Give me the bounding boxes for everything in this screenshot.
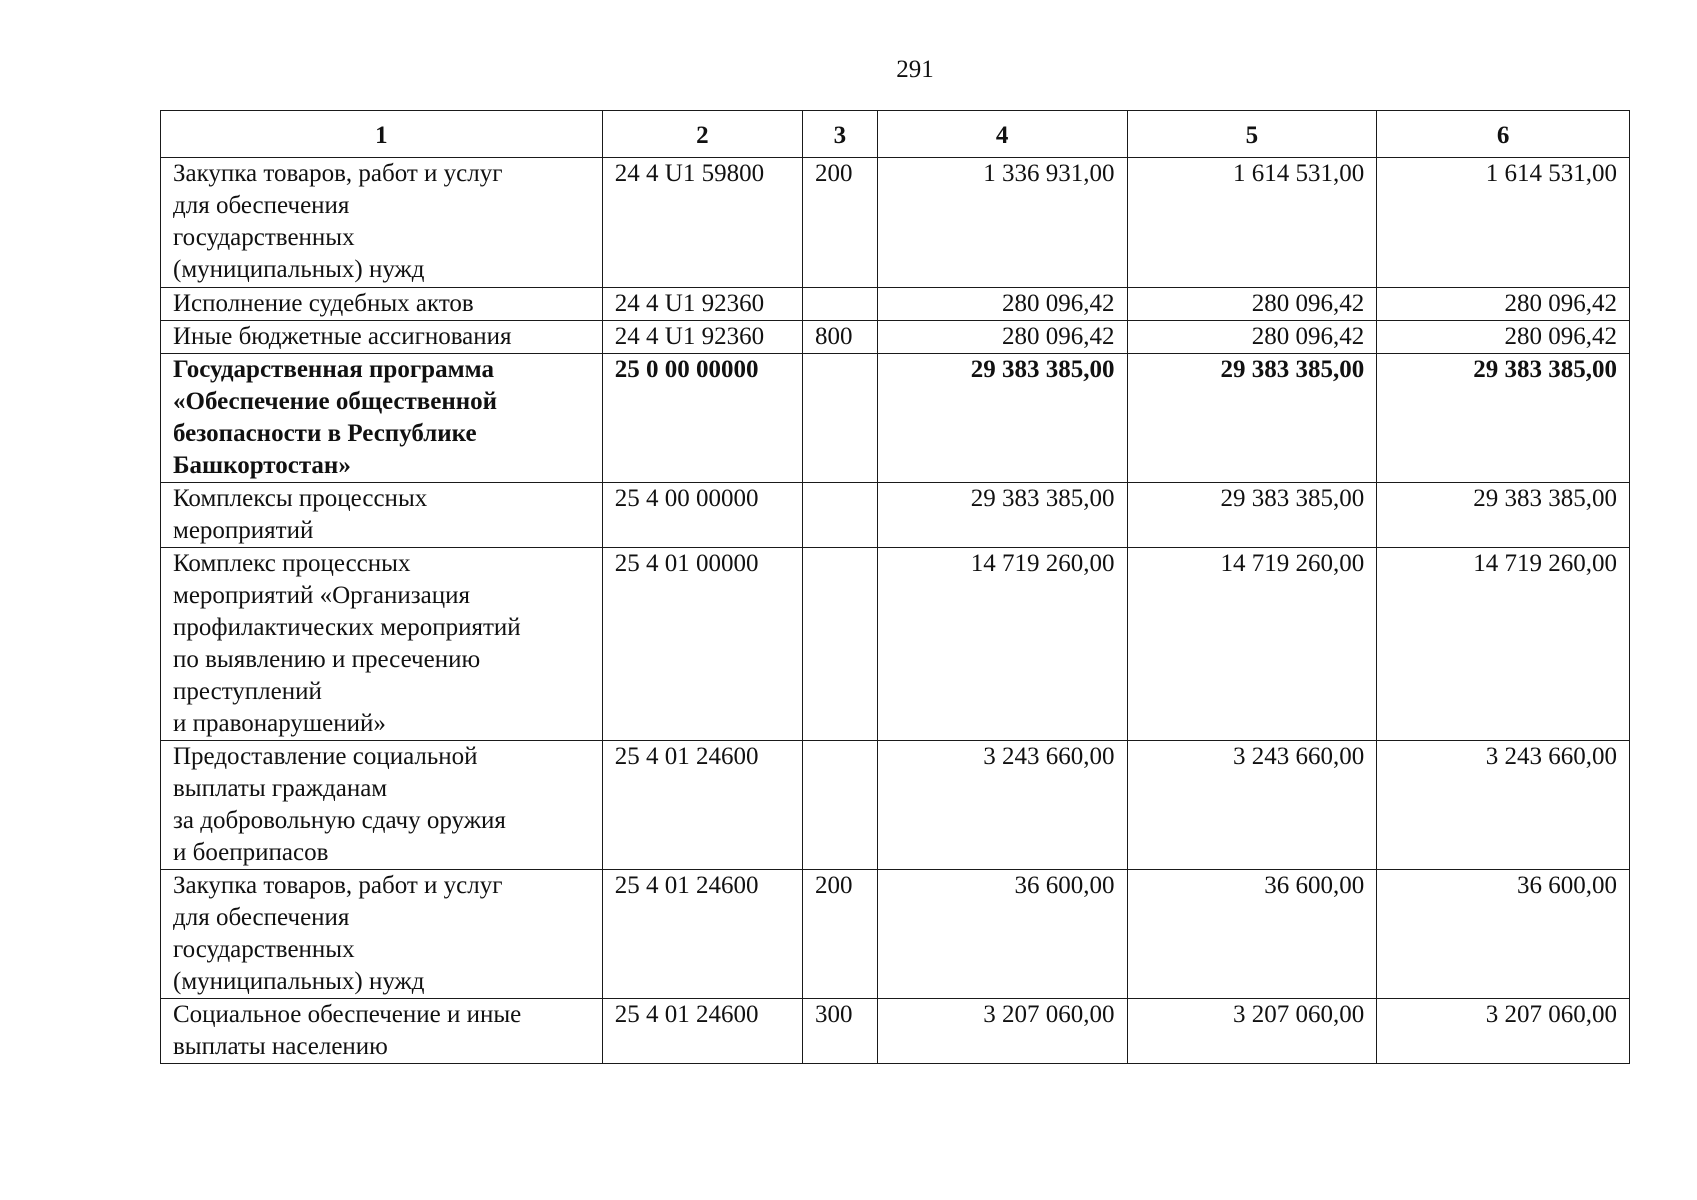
row-value-col5: 280 096,42 <box>1127 321 1377 354</box>
row-name-cell: Иные бюджетные ассигнования <box>161 321 603 354</box>
row-value-col5: 36 600,00 <box>1127 870 1377 999</box>
table-row <box>161 741 1630 870</box>
table-row <box>161 483 1630 548</box>
column-header-3: 3 <box>802 111 877 158</box>
row-value-col6: 1 614 531,00 <box>1377 158 1630 288</box>
row-name-cell: Исполнение судебных актов <box>161 288 603 321</box>
row-code-cell: 24 4 U1 92360 <box>602 321 802 354</box>
row-name-cell: Закупка товаров, работ и услуг для обеспечения государственных (муниципальных) нужд <box>161 870 603 999</box>
row-kvr-cell <box>802 288 877 321</box>
column-header-2: 2 <box>602 111 802 158</box>
row-value-col6: 14 719 260,00 <box>1377 548 1630 741</box>
row-code-cell: 25 4 01 00000 <box>602 548 802 741</box>
row-value-col6: 36 600,00 <box>1377 870 1630 999</box>
row-value-col6: 3 207 060,00 <box>1377 999 1630 1064</box>
row-value-col5: 1 614 531,00 <box>1127 158 1377 288</box>
row-value-col4: 3 207 060,00 <box>877 999 1127 1064</box>
row-kvr-cell: 800 <box>802 321 877 354</box>
row-value-col5: 29 383 385,00 <box>1127 483 1377 548</box>
row-value-col6: 3 243 660,00 <box>1377 741 1630 870</box>
table-row <box>161 870 1630 999</box>
row-value-col5: 280 096,42 <box>1127 288 1377 321</box>
row-value-col5: 14 719 260,00 <box>1127 548 1377 741</box>
row-value-col5: 3 207 060,00 <box>1127 999 1377 1064</box>
row-name-cell: Государственная программа «Обеспечение общественной безопасности в Республике Башкортостан» <box>161 354 603 483</box>
table-body <box>161 158 1630 1064</box>
row-value-col4: 14 719 260,00 <box>877 548 1127 741</box>
table-row <box>161 548 1630 741</box>
row-code-cell: 25 4 01 24600 <box>602 870 802 999</box>
row-kvr-cell <box>802 548 877 741</box>
table-row <box>161 354 1630 483</box>
row-kvr-cell <box>802 483 877 548</box>
table-row <box>161 321 1630 354</box>
row-value-col5: 29 383 385,00 <box>1127 354 1377 483</box>
column-header-6: 6 <box>1377 111 1630 158</box>
table-row <box>161 999 1630 1064</box>
row-value-col4: 280 096,42 <box>877 288 1127 321</box>
row-code-cell: 24 4 U1 92360 <box>602 288 802 321</box>
row-value-col4: 1 336 931,00 <box>877 158 1127 288</box>
row-code-cell: 25 4 01 24600 <box>602 741 802 870</box>
row-code-cell: 25 0 00 00000 <box>602 354 802 483</box>
column-header-1: 1 <box>161 111 603 158</box>
row-value-col5: 3 243 660,00 <box>1127 741 1377 870</box>
table-row <box>161 158 1630 288</box>
row-value-col6: 280 096,42 <box>1377 288 1630 321</box>
row-value-col4: 36 600,00 <box>877 870 1127 999</box>
row-code-cell: 25 4 00 00000 <box>602 483 802 548</box>
table-row <box>161 288 1630 321</box>
row-name-cell: Предоставление социальной выплаты гражданам за добровольную сдачу оружия и боеприпасов <box>161 741 603 870</box>
budget-table <box>160 110 1630 1064</box>
row-kvr-cell <box>802 741 877 870</box>
row-kvr-cell <box>802 354 877 483</box>
row-code-cell: 25 4 01 24600 <box>602 999 802 1064</box>
column-header-5: 5 <box>1127 111 1377 158</box>
row-name-cell: Комплекс процессных мероприятий «Организация профилактических мероприятий по выявлению и пресечению преступлений и правонарушений» <box>161 548 603 741</box>
row-value-col6: 280 096,42 <box>1377 321 1630 354</box>
row-value-col6: 29 383 385,00 <box>1377 354 1630 483</box>
row-value-col4: 280 096,42 <box>877 321 1127 354</box>
row-code-cell: 24 4 U1 59800 <box>602 158 802 288</box>
row-kvr-cell: 300 <box>802 999 877 1064</box>
table-header-row <box>161 111 1630 158</box>
row-value-col4: 29 383 385,00 <box>877 354 1127 483</box>
row-value-col4: 3 243 660,00 <box>877 741 1127 870</box>
column-header-4: 4 <box>877 111 1127 158</box>
row-value-col4: 29 383 385,00 <box>877 483 1127 548</box>
row-name-cell: Закупка товаров, работ и услуг для обеспечения государственных (муниципальных) нужд <box>161 158 603 288</box>
row-kvr-cell: 200 <box>802 158 877 288</box>
row-name-cell: Комплексы процессных мероприятий <box>161 483 603 548</box>
page-number: 291 <box>896 56 934 83</box>
row-name-cell: Социальное обеспечение и иные выплаты населению <box>161 999 603 1064</box>
row-value-col6: 29 383 385,00 <box>1377 483 1630 548</box>
row-kvr-cell: 200 <box>802 870 877 999</box>
